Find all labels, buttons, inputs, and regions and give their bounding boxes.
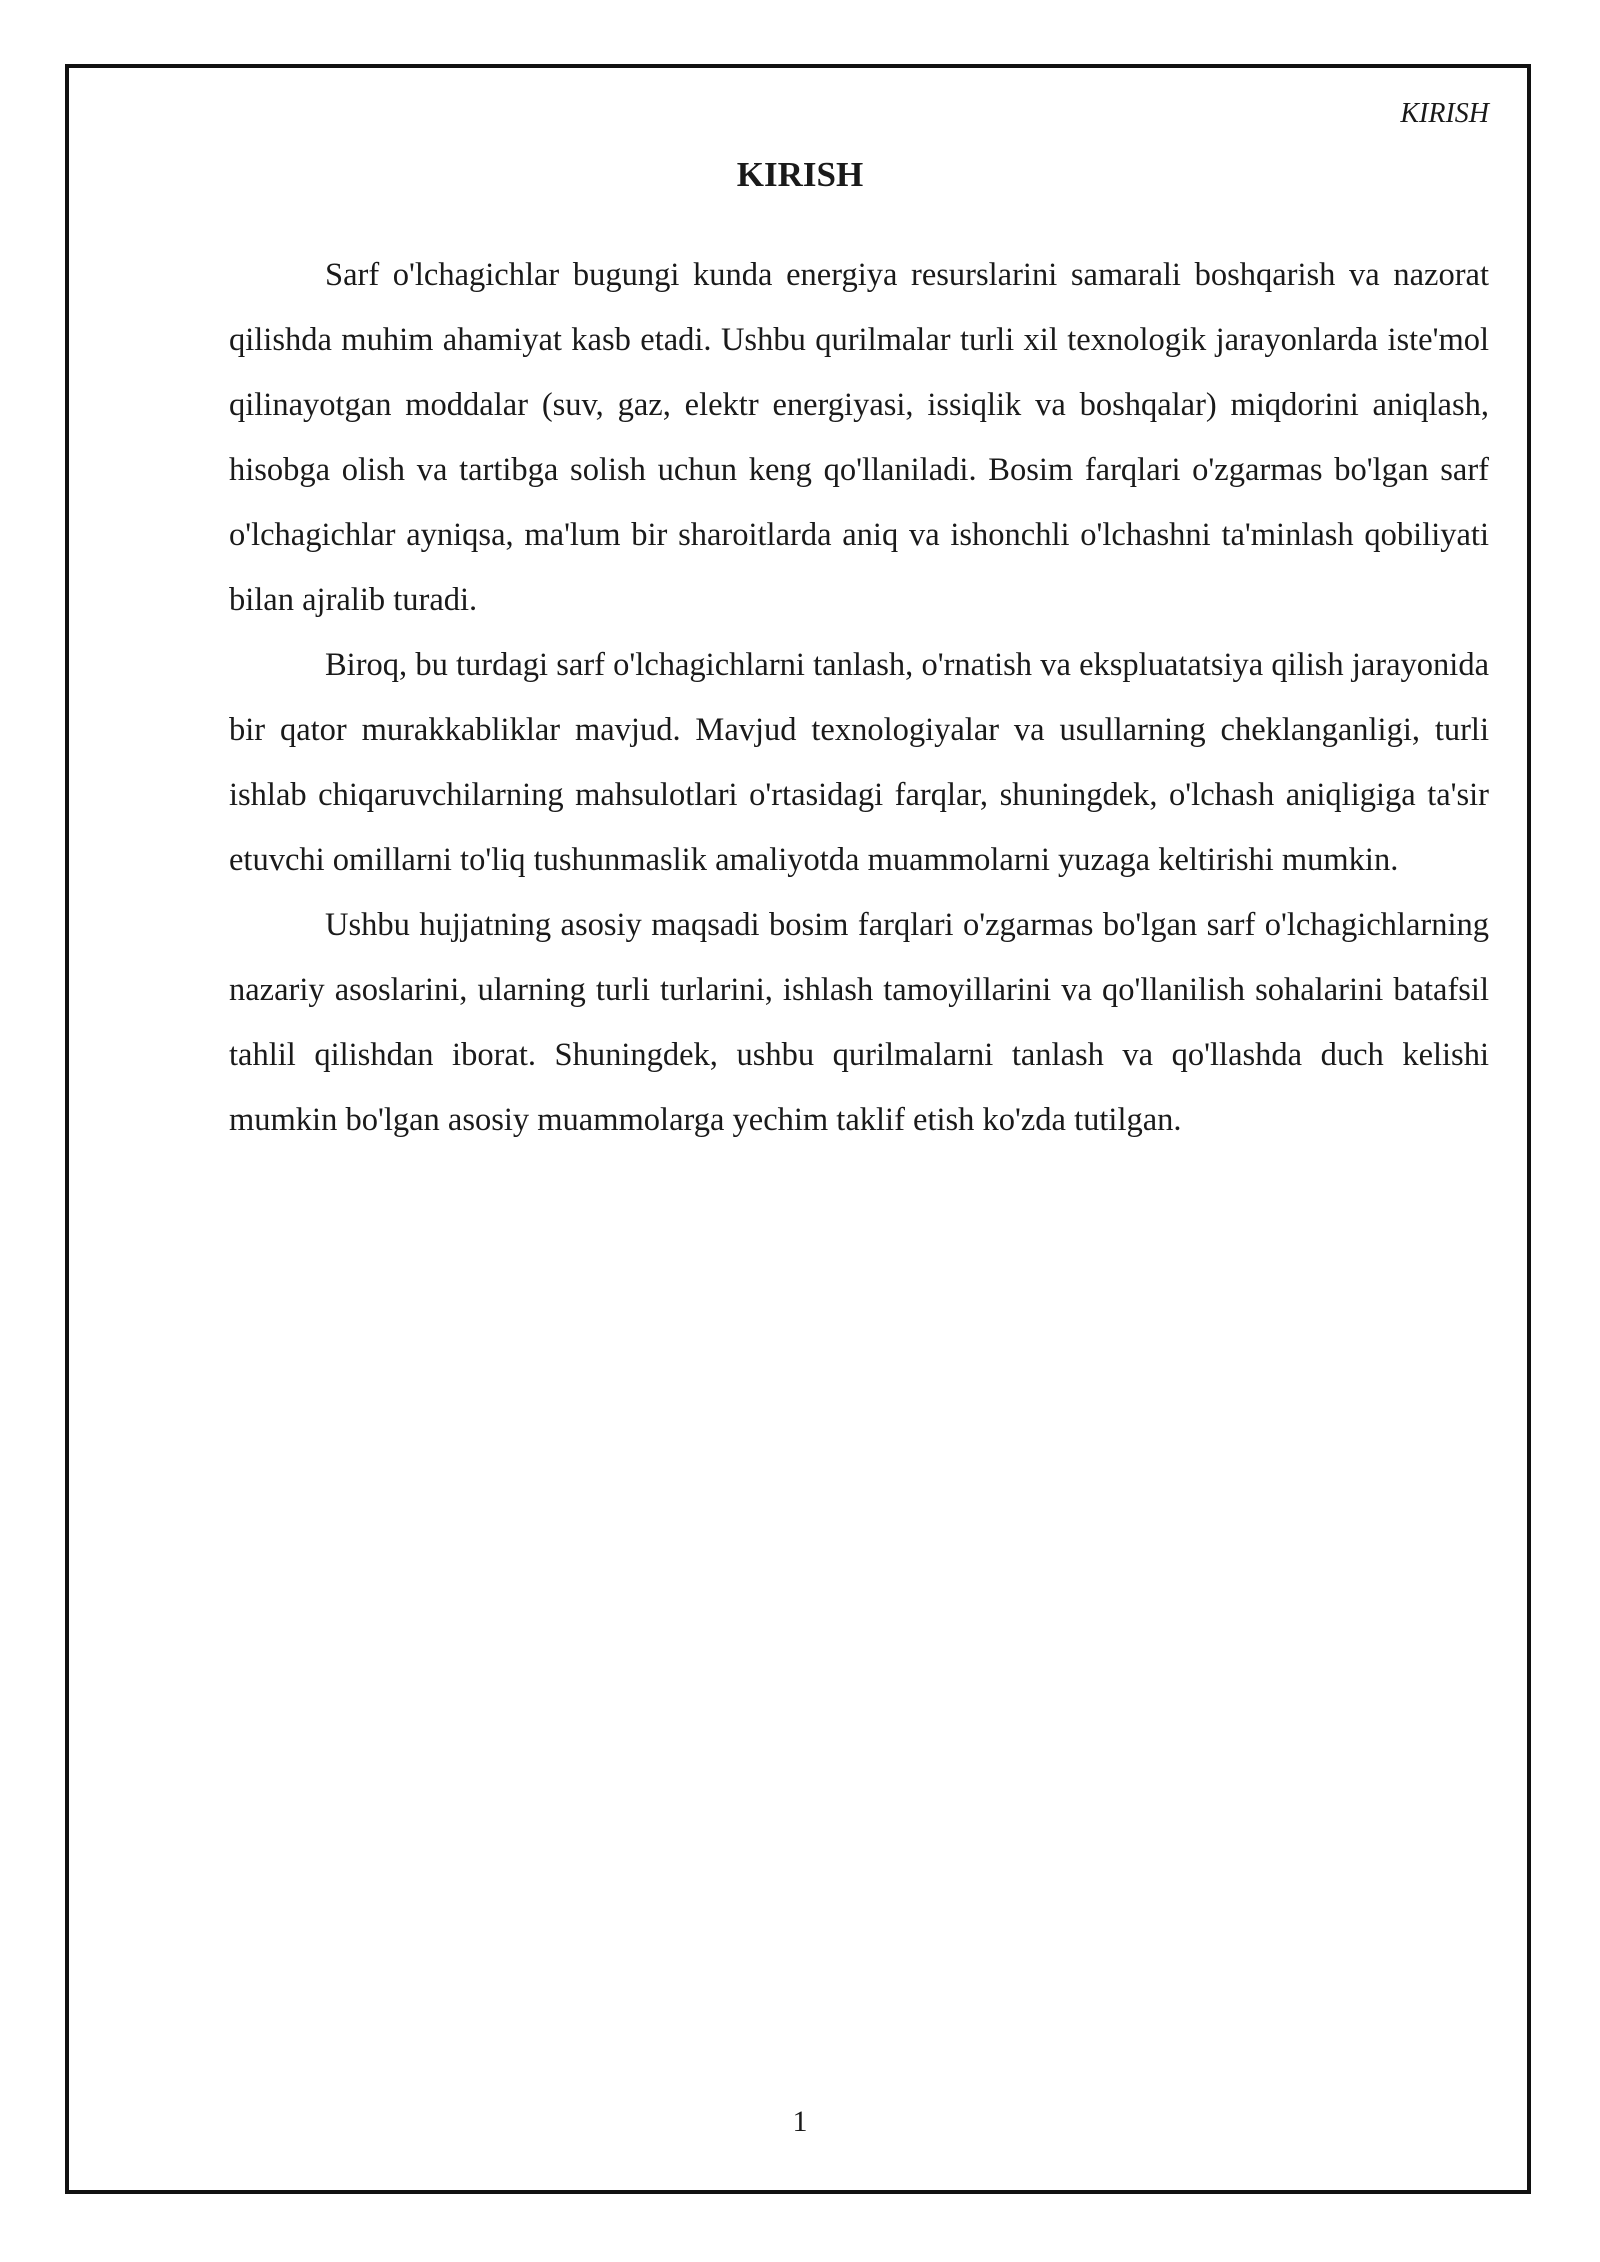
page-title: KIRISH <box>736 155 864 194</box>
paragraph-1: Sarf o'lchagichlar bugungi kunda energiya resurslarini samarali boshqarish va nazorat qilishda muhim ahamiyat kasb etadi. Ushbu qurilmalar turli xil texnologik jarayonlarda iste'mol qilinayotgan moddalar (suv, gaz, elektr energiyasi, issiqlik va boshqalar) miqdorini aniqlash, hisobga olish va tartibga solish uchun keng qo'llaniladi. Bosim farqlari o'zgarmas bo'lgan sarf o'lchagichlar ayniqsa, ma'lum bir sharoitlarda aniq va ishonchli o'lchashni ta'minlash qobiliyati bilan ajralib turadi. <box>229 257 1489 618</box>
paragraph-3: Ushbu hujjatning asosiy maqsadi bosim farqlari o'zgarmas bo'lgan sarf o'lchagichlarning nazariy asoslarini, ularning turli turlarini, ishlash tamoyillarini va qo'llanilish sohalarini batafsil tahlil qilishdan iborat. Shuningdek, ushbu qurilmalarni tanlash va qo'llashda duch kelishi mumkin bo'lgan asosiy muammolarga yechim taklif etish ko'zda tutilgan. <box>229 907 1489 1138</box>
body-text <box>229 243 1489 1153</box>
running-header: KIRISH <box>1400 98 1489 129</box>
page-number: 1 <box>792 2105 808 2138</box>
paragraph-2: Biroq, bu turdagi sarf o'lchagichlarni tanlash, o'rnatish va ekspluatatsiya qilish jarayonida bir qator murakkabliklar mavjud. Mavjud texnologiyalar va usullarning cheklanganligi, turli ishlab chiqaruvchilarning mahsulotlari o'rtasidagi farqlar, shuningdek, o'lchash aniqligiga ta'sir etuvchi omillarni to'liq tushunmaslik amaliyotda muammolarni yuzaga keltirishi mumkin. <box>229 647 1489 878</box>
